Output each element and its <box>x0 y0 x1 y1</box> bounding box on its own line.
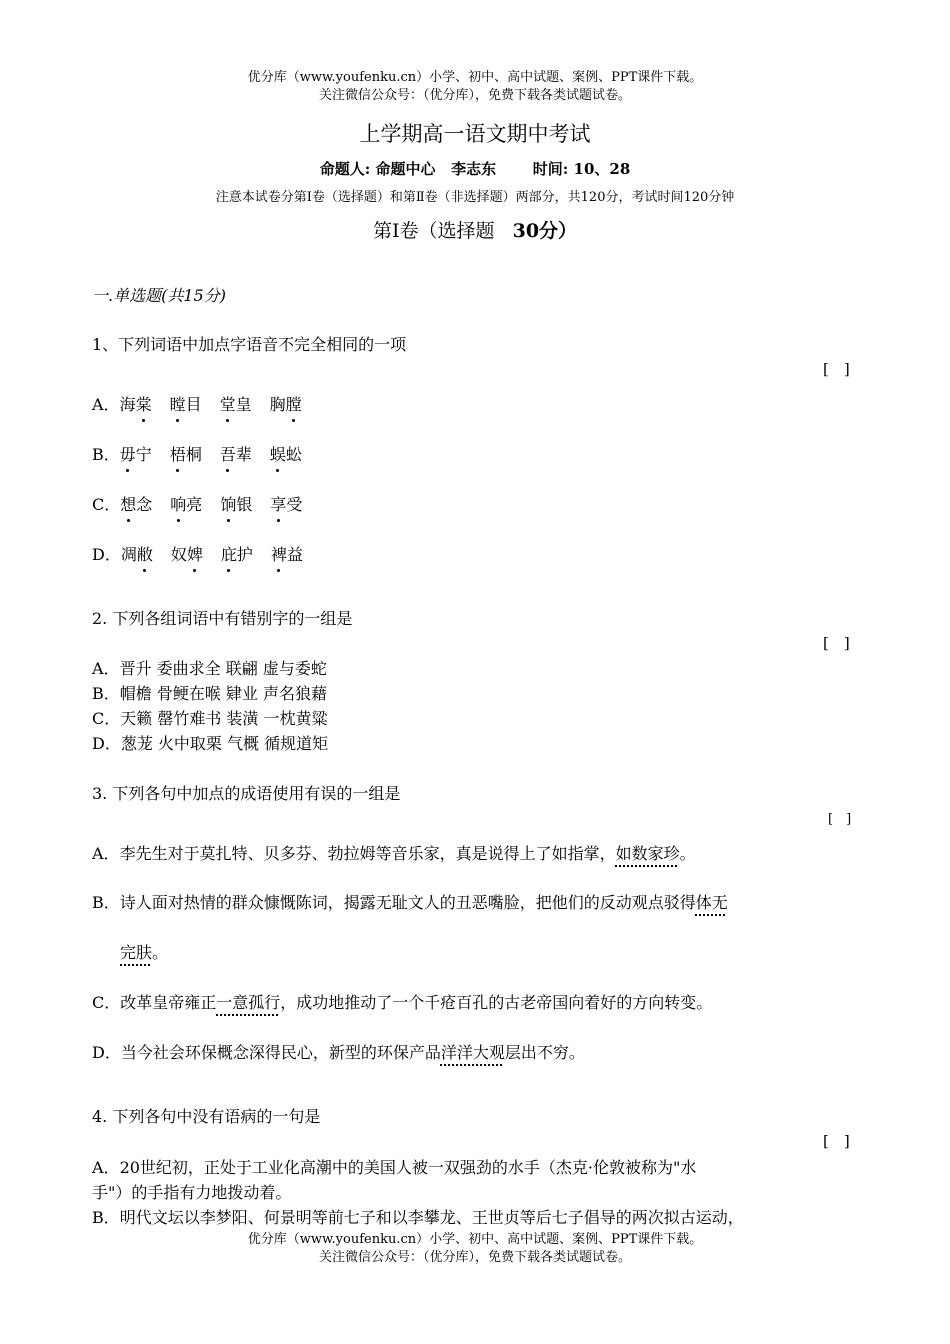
q2-option-c: C．天籁 罄竹难书 装潢 一枕黄粱 <box>92 709 328 728</box>
setter-label: 命题人: <box>319 160 371 178</box>
q2-option-d: D．葱茏 火中取栗 气概 循规道矩 <box>92 734 329 753</box>
time-label: 时间: <box>532 160 569 178</box>
dotted-idiom: 洋洋大观 <box>440 1043 505 1062</box>
q4-answer-bracket: [ ] <box>823 1132 850 1150</box>
word: 胸膛 <box>270 395 302 414</box>
q2-stem: 2. 下列各组词语中有错别字的一组是 <box>92 609 353 628</box>
footer-line-1: 优分库（www.youfenku.cn）小学、初中、高中试题、案例、PPT课件下载。 <box>247 1232 703 1247</box>
volume-type: 选择题 <box>437 220 495 242</box>
setter: 命题中心 <box>375 160 436 178</box>
dotted-idiom: 如数家珍 <box>615 844 680 863</box>
exam-info <box>0 158 950 179</box>
q1-option-d: D．凋敝 奴婢 庇护 裨益 <box>92 542 303 565</box>
q3-option-d: D．当今社会环保概念深得民心，新型的环保产品洋洋大观层出不穷。 <box>92 1043 585 1062</box>
q2-option-a: A．晋升 委曲求全 联翩 虚与委蛇 <box>92 659 327 678</box>
dotted-idiom-part2: 完肤 <box>120 943 153 962</box>
q4-option-a: A．20世纪初，正处于工业化高潮中的美国人被一双强劲的水手（杰克·伦敦被称为"水 <box>92 1158 697 1177</box>
volume-heading <box>0 216 950 243</box>
q2-answer-bracket: [ ] <box>823 634 850 652</box>
word: 海棠 <box>120 395 152 414</box>
exam-notice: 注意本试卷分第Ⅰ卷（选择题）和第Ⅱ卷（非选择题）两部分，共120分，考试时间120分钟 <box>215 190 735 205</box>
footer-line-2: 关注微信公众号：（优分库），免费下载各类试题试卷。 <box>318 1250 631 1265</box>
q3-option-c: C．改革皇帝雍正一意孤行，成功地推动了一个千疮百孔的古老帝国向着好的方向转变。 <box>92 993 713 1012</box>
q1-answer-bracket: [ ] <box>823 360 850 378</box>
exam-title: 上学期高一语文期中考试 <box>359 122 591 146</box>
header-line-1: 优分库（www.youfenku.cn）小学、初中、高中试题、案例、PPT课件下载。 <box>247 70 703 85</box>
header-line-2: 关注微信公众号：（优分库），免费下载各类试题试卷。 <box>318 88 631 103</box>
q4-option-a-cont: 手"）的手指有力地拨动着。 <box>92 1183 292 1202</box>
setter-name: 李志东 <box>451 160 497 178</box>
volume-prefix: 第Ⅰ卷（ <box>372 220 438 242</box>
q1-option-a: A．海棠 瞠目 堂皇 胸膛 <box>92 392 302 415</box>
q2-option-b: B．帽檐 骨鲠在喉 肄业 声名狼藉 <box>92 684 328 703</box>
q1-option-c: C．想念 响亮 饷银 享受 <box>92 492 302 515</box>
q3-option-a: A．李先生对于莫扎特、贝多芬、勃拉姆等音乐家，真是说得上了如指掌，如数家珍。 <box>92 844 696 863</box>
volume-score: 30分） <box>512 220 578 242</box>
q3-answer-bracket: [ ] <box>828 812 852 827</box>
exam-time: 10、28 <box>573 160 631 178</box>
q4-stem: 4. 下列各句中没有语病的一句是 <box>92 1107 321 1126</box>
q1-stem: 1、下列词语中加点字语音不完全相同的一项 <box>92 335 407 354</box>
q3-option-b-cont: 完肤。 <box>120 943 169 962</box>
q3-stem: 3. 下列各句中加点的成语使用有误的一组是 <box>92 784 401 803</box>
q3-option-b: B．诗人面对热情的群众慷慨陈词，揭露无耻文人的丑恶嘴脸，把他们的反动观点驳得体无 <box>92 893 728 912</box>
q1-option-b: B．毋宁 梧桐 吾辈 蜈蚣 <box>92 442 302 465</box>
dotted-idiom: 一意孤行 <box>216 993 281 1012</box>
word: 堂皇 <box>220 395 252 414</box>
dotted-idiom-part1: 体无 <box>695 893 728 912</box>
word: 瞠目 <box>170 395 202 414</box>
q4-option-b: B．明代文坛以李梦阳、何景明等前七子和以李攀龙、王世贞等后七子倡导的两次拟古运动， <box>92 1208 744 1227</box>
section-heading: 一.单选题(共15分) <box>92 286 226 305</box>
